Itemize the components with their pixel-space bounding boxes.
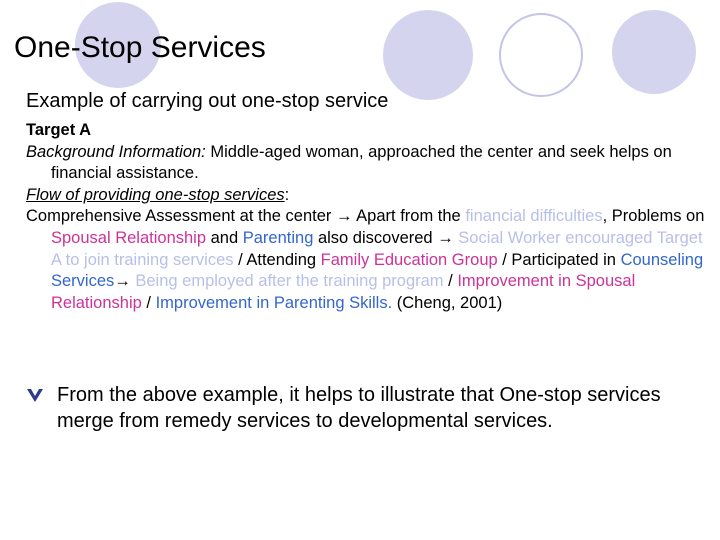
flow-colon: :: [284, 185, 290, 204]
conclusion-bullet: [26, 382, 706, 434]
deco-circle-4: [612, 10, 696, 94]
flow-text-6: and: [206, 228, 243, 247]
background-paragraph: [26, 142, 706, 185]
flow-text-1: Comprehensive Assessment at the center: [26, 207, 336, 226]
conclusion-text: From the above example, it helps to illustrate that One-stop services merge from remedy services to developmental services.: [57, 384, 661, 432]
flow-text-2: Apart from the: [352, 207, 466, 226]
subtitle: Example of carrying out one-stop service: [26, 90, 389, 112]
flow-improvement-parenting: Improvement in Parenting Skills.: [155, 293, 393, 312]
background-text: Middle-aged woman, approached the center and seek helps on financial assistance.: [51, 142, 672, 183]
deco-circle-2: [383, 10, 473, 100]
flow-text-4: , Problems on: [602, 207, 705, 226]
flow-counseling-services: Counseling Services: [51, 250, 704, 291]
flow-family-education-group: Family Education Group: [320, 250, 498, 269]
page-title: One-Stop Services: [14, 31, 266, 64]
flow-paragraph: [26, 206, 706, 314]
flow-text-8: also discovered: [313, 228, 438, 247]
arrow-icon: →: [114, 272, 131, 291]
checkmark-v-icon: [26, 386, 44, 404]
flow-financial-difficulties: financial difficulties: [465, 207, 603, 226]
deco-circle-3: [500, 14, 582, 96]
background-label: Background Information:: [26, 142, 206, 161]
example-body: [26, 120, 706, 314]
flow-text-10: / Attending: [233, 250, 321, 269]
flow-label: Flow of providing one-stop services: [26, 185, 285, 204]
flow-being-employed: Being employed after the training program: [130, 272, 444, 291]
arrow-icon: →: [437, 228, 454, 247]
flow-text-12: / Participated in: [497, 250, 621, 269]
flow-text-15: /: [443, 272, 458, 291]
flow-improvement-spousal: Improvement in Spousal Relationship: [51, 272, 636, 312]
flow-heading: [26, 185, 706, 207]
flow-parenting: Parenting: [242, 228, 314, 247]
flow-text-17: /: [141, 293, 156, 312]
flow-citation: (Cheng, 2001): [392, 293, 503, 312]
target-label: Target A: [26, 121, 92, 139]
arrow-icon: →: [336, 207, 353, 226]
flow-spousal-relationship: Spousal Relationship: [51, 228, 207, 247]
flow-social-worker: Social Worker encouraged Target A to join training services: [51, 228, 703, 269]
